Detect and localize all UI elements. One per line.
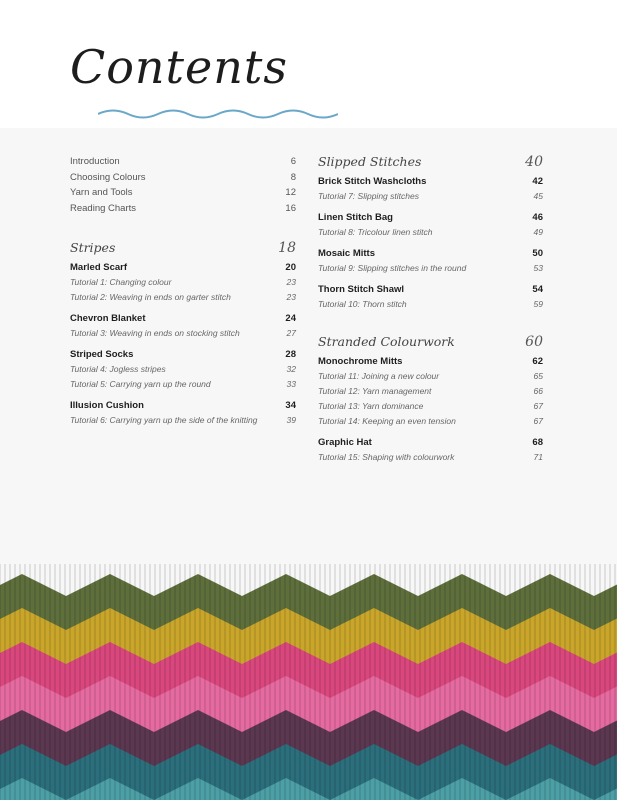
tutorial-page: 53 (533, 263, 543, 273)
project-name: Brick Stitch Washcloths (318, 176, 427, 187)
tutorial-label: Tutorial 13: Yarn dominance (318, 401, 424, 411)
tutorial-label: Tutorial 9: Slipping stitches in the round (318, 263, 467, 273)
toc-item-page: 16 (285, 202, 296, 214)
toc-item-label: Reading Charts (70, 202, 137, 214)
section-title: Slipped Stitches (318, 154, 422, 169)
toc-item-page: 12 (285, 187, 296, 198)
project-name: Chevron Blanket (70, 313, 146, 324)
tutorial-label: Tutorial 6: Carrying yarn up the side of the knitting (70, 415, 258, 425)
tutorial-label: Tutorial 1: Changing colour (70, 277, 172, 287)
tutorial-page: 27 (286, 328, 296, 338)
project-page: 68 (532, 437, 543, 448)
section-page: 18 (278, 240, 296, 256)
project-page: 28 (285, 349, 296, 360)
project-page: 50 (532, 248, 543, 259)
project-page: 34 (285, 400, 296, 411)
project-name: Mosaic Mitts (318, 248, 376, 259)
project-name: Graphic Hat (318, 437, 372, 448)
tutorial-label: Tutorial 7: Slipping stitches (318, 191, 419, 201)
tutorial-page: 67 (533, 416, 543, 426)
project-page: 20 (285, 262, 296, 273)
tutorial-label: Tutorial 12: Yarn management (318, 386, 432, 396)
section-title: Stranded Colourwork (318, 334, 455, 349)
project-page: 46 (532, 212, 543, 223)
tutorial-page: 65 (533, 371, 543, 381)
tutorial-page: 39 (286, 415, 296, 425)
tutorial-label: Tutorial 11: Joining a new colour (318, 371, 440, 381)
tutorial-page: 32 (286, 364, 296, 374)
project-name: Linen Stitch Bag (318, 212, 393, 223)
tutorial-label: Tutorial 2: Weaving in ends on garter stitch (70, 292, 231, 302)
tutorial-page: 71 (533, 452, 543, 462)
tutorial-page: 66 (533, 386, 543, 396)
project-name: Monochrome Mitts (318, 356, 403, 367)
project-name: Illusion Cushion (70, 400, 144, 411)
project-name: Thorn Stitch Shawl (318, 284, 405, 295)
tutorial-label: Tutorial 15: Shaping with colourwork (318, 452, 455, 462)
tutorial-label: Tutorial 3: Weaving in ends on stocking stitch (70, 328, 240, 338)
project-page: 42 (532, 176, 543, 187)
project-name: Marled Scarf (70, 262, 128, 273)
toc-item-label: Introduction (70, 156, 120, 167)
toc-item-label: Choosing Colours (70, 171, 146, 183)
project-page: 62 (532, 356, 543, 367)
tutorial-page: 23 (286, 292, 296, 302)
toc-item-page: 6 (290, 156, 296, 167)
section-page: 60 (525, 334, 543, 350)
section-page: 40 (525, 154, 543, 170)
tutorial-label: Tutorial 10: Thorn stitch (318, 299, 407, 309)
tutorial-page: 49 (533, 227, 543, 237)
tutorial-page: 23 (286, 277, 296, 287)
tutorial-label: Tutorial 14: Keeping an even tension (318, 416, 456, 426)
project-page: 24 (285, 313, 296, 324)
tutorial-label: Tutorial 8: Tricolour linen stitch (318, 227, 433, 237)
tutorial-page: 67 (533, 401, 543, 411)
section-title: Stripes (70, 240, 116, 255)
tutorial-label: Tutorial 5: Carrying yarn up the round (70, 379, 211, 389)
project-page: 54 (532, 284, 543, 295)
project-name: Striped Socks (70, 349, 134, 360)
tutorial-page: 59 (533, 299, 543, 309)
toc-item-label: Yarn and Tools (70, 187, 133, 198)
toc-item-page: 8 (290, 171, 296, 183)
page-title: Contents (70, 40, 288, 94)
tutorial-page: 33 (286, 379, 296, 389)
tutorial-label: Tutorial 4: Jogless stripes (70, 364, 166, 374)
tutorial-page: 45 (533, 191, 543, 201)
